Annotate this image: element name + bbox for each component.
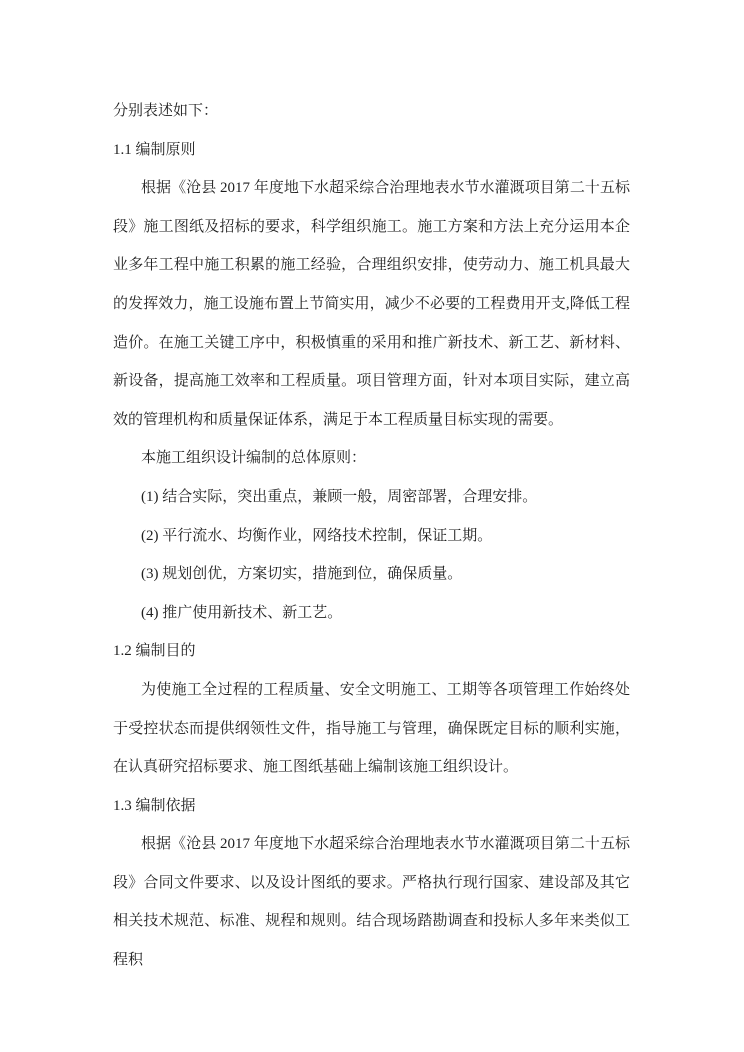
paragraph-compilation-purpose: 为使施工全过程的工程质量、安全文明施工、工期等各项管理工作始终处于受控状态而提供纲领性文件，指导施工与管理，确保既定目标的顺利实施，在认真研究招标要求、施工图纸基础上编制该施工组织设计。 xyxy=(113,681,630,776)
section-heading-1-1: 1.1 编制原则 xyxy=(113,141,196,158)
section-heading-1-3: 1.3 编制依据 xyxy=(113,797,196,814)
paragraph-overall-principles-lead: 本施工组织设计编制的总体原则： xyxy=(141,450,367,467)
list-item-2: (2) 平行流水、均衡作业，网络技术控制，保证工期。 xyxy=(141,527,493,544)
list-item-1: (1) 结合实际，突出重点，兼顾一般，周密部署，合理安排。 xyxy=(141,488,538,505)
paragraph-compilation-principles: 根据《沧县 2017 年度地下水超采综合治理地表水节水灌溉项目第二十五标段》施工图纸及招标的要求，科学组织施工。施工方案和方法上充分运用本企业多年工程中施工积累的施工经验，合理组织安排，使劳动力、施工机具最大的发挥效力，施工设施布置上节简实用，减少不必要的工程费用开支,降低工程造价。在施工关键工序中，积极慎重的采用和推广新技术、新工艺、新材料、新设备，提高施工效率和工程质量。项目管理方面，针对本项目实际，建立高效的管理机构和质量保证体系，满足于本工程质量目标实现的需要。 xyxy=(113,180,630,428)
document-body xyxy=(113,92,630,980)
section-heading-1-2: 1.2 编制目的 xyxy=(113,643,196,660)
list-item-3: (3) 规划创优，方案切实，措施到位，确保质量。 xyxy=(141,566,463,583)
continuation-line: 分别表述如下： xyxy=(113,103,219,119)
paragraph-compilation-basis: 根据《沧县 2017 年度地下水超采综合治理地表水节水灌溉项目第二十五标段》合同文件要求、以及设计图纸的要求。严格执行现行国家、建设部及其它相关技术规范、标准、规程和规则。结合现场踏勘调查和投标人多年来类似工程积 xyxy=(113,836,630,969)
list-item-4: (4) 推广使用新技术、新工艺。 xyxy=(141,604,343,621)
